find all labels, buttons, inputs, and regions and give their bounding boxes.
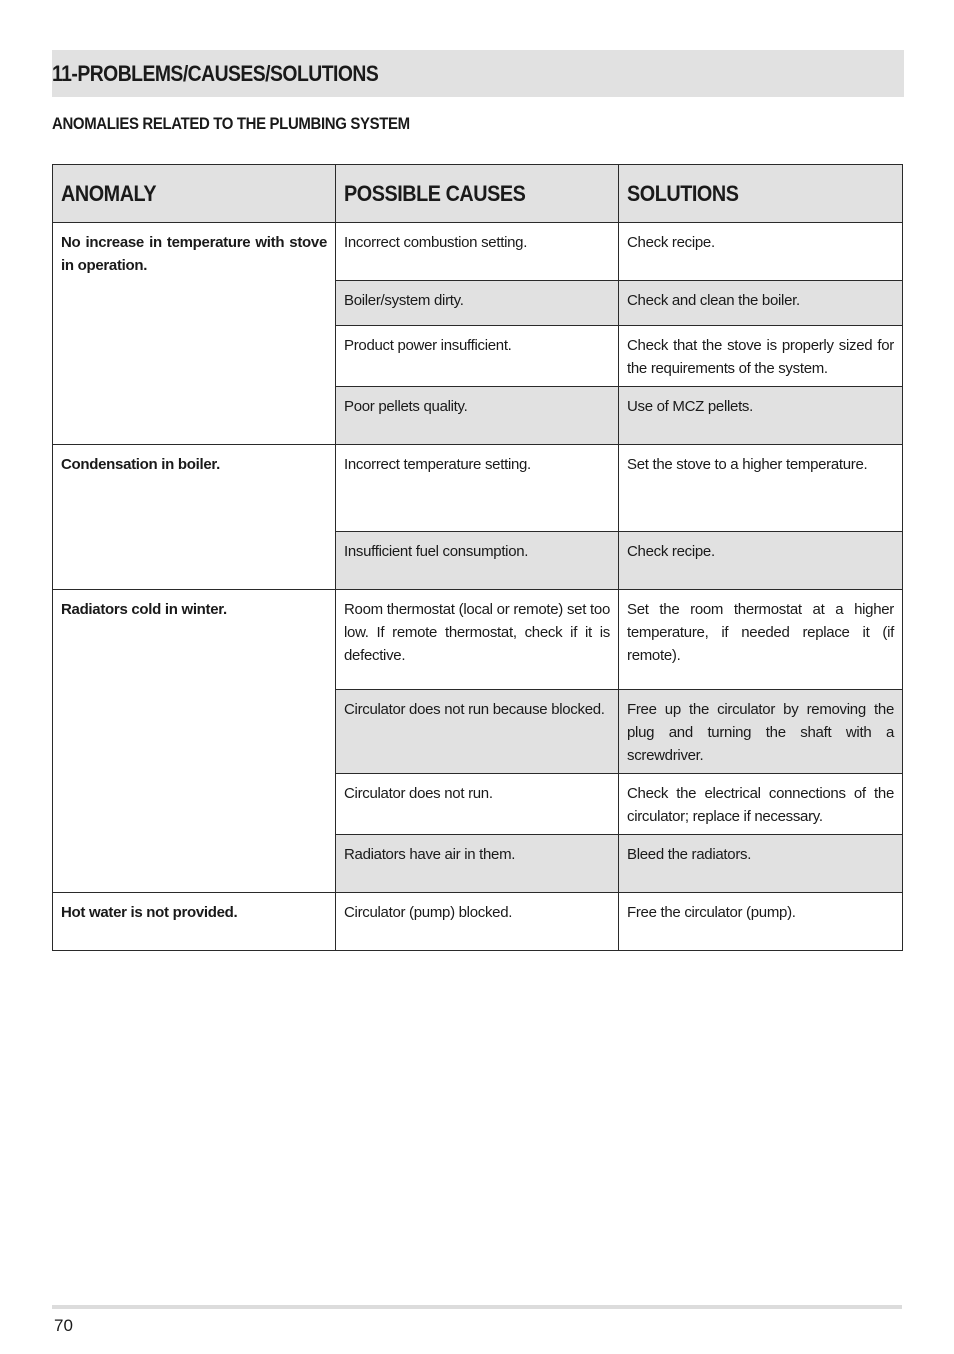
solution-cell: Set the room thermostat at a higher temperature, if needed replace it (if remote). [619, 590, 903, 690]
anomaly-cell: Condensation in boiler. [53, 445, 336, 590]
solution-cell: Free the circulator (pump). [619, 893, 903, 951]
solution-cell: Use of MCZ pellets. [619, 387, 903, 445]
solution-cell: Check and clean the boiler. [619, 281, 903, 326]
cause-cell: Incorrect temperature setting. [336, 445, 619, 532]
cause-cell: Product power insufficient. [336, 326, 619, 387]
cause-cell: Boiler/system dirty. [336, 281, 619, 326]
header-possible-causes: POSSIBLE CAUSES [336, 165, 619, 223]
solution-cell: Check recipe. [619, 223, 903, 281]
anomaly-cell: No increase in temperature with stove in operation. [53, 223, 336, 445]
table-header-row [53, 165, 903, 223]
anomalies-table [52, 164, 903, 951]
cause-cell: Insufficient fuel consumption. [336, 532, 619, 590]
solution-cell: Check that the stove is properly sized for the requirements of the system. [619, 326, 903, 387]
cause-cell: Circulator (pump) blocked. [336, 893, 619, 951]
anomaly-cell: Radiators cold in winter. [53, 590, 336, 893]
page-number: 70 [54, 1316, 73, 1335]
cause-cell: Room thermostat (local or remote) set too low. If remote thermostat, check if it is defective. [336, 590, 619, 690]
cause-cell: Circulator does not run because blocked. [336, 690, 619, 774]
solution-cell: Bleed the radiators. [619, 835, 903, 893]
header-anomaly: ANOMALY [53, 165, 336, 223]
solution-cell: Check recipe. [619, 532, 903, 590]
cause-cell: Radiators have air in them. [336, 835, 619, 893]
cause-cell: Poor pellets quality. [336, 387, 619, 445]
table-row [53, 893, 903, 951]
solution-cell: Check the electrical connections of the circulator; replace if necessary. [619, 774, 903, 835]
table-row [53, 445, 903, 532]
cause-cell: Incorrect combustion setting. [336, 223, 619, 281]
section-title: 11-PROBLEMS/CAUSES/SOLUTIONS [52, 61, 379, 86]
footer-divider [52, 1305, 902, 1309]
header-solutions: SOLUTIONS [619, 165, 903, 223]
section-title-bar [52, 50, 904, 97]
solution-cell: Free up the circulator by removing the plug and turning the shaft with a screwdriver. [619, 690, 903, 774]
cause-cell: Circulator does not run. [336, 774, 619, 835]
table-row [53, 590, 903, 690]
anomaly-cell: Hot water is not provided. [53, 893, 336, 951]
solution-cell: Set the stove to a higher temperature. [619, 445, 903, 532]
table-row [53, 223, 903, 281]
section-subtitle: ANOMALIES RELATED TO THE PLUMBING SYSTEM [52, 114, 410, 133]
